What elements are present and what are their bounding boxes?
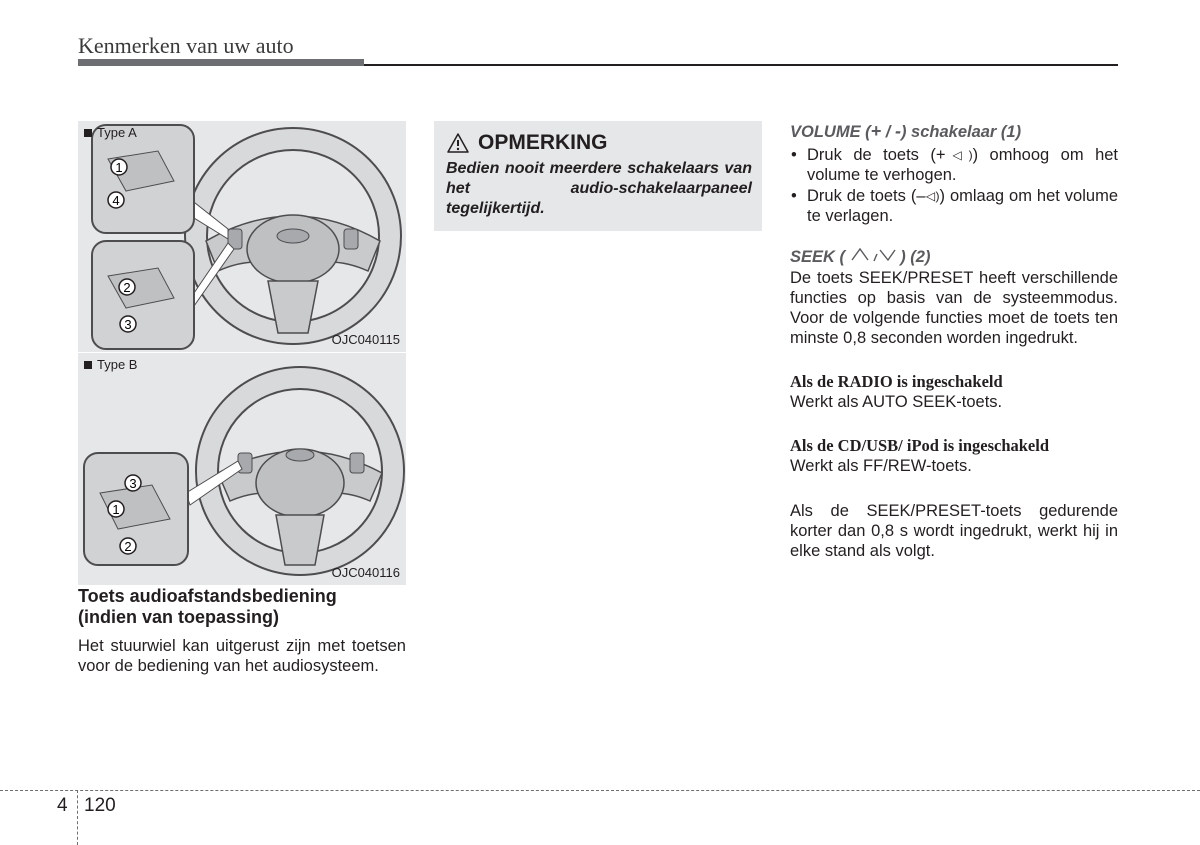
callout-2: 2: [124, 539, 132, 554]
footer-dashed-rule: [0, 790, 1200, 791]
figure-a-label: Type A: [84, 125, 137, 140]
seek-up-down-icon: [850, 247, 896, 263]
section-heading: Toets audioafstandsbediening (indien van toepassing): [78, 586, 337, 627]
figure-type-b: [78, 352, 406, 585]
note-body: Bedien nooit meerdere schakelaars van het audio-schakelaarpaneel tegelijkertijd.: [446, 160, 752, 217]
header-rule-thick: [78, 59, 364, 66]
speaker-icon: ◁): [945, 148, 973, 162]
cd-paragraph: Werkt als FF/REW-toets.: [790, 457, 972, 475]
header-rule-thin: [364, 64, 1118, 66]
volume-bullets: [790, 145, 1118, 226]
right-column: [790, 120, 1118, 561]
final-paragraph: Als de SEEK/PRESET-toets gedurende korter dan 0,8 s wordt ingedrukt, werkt hij in elke stand als volgt.: [790, 502, 1118, 560]
list-item: • Druk de toets (+◁)) omhoog om het volume te verhogen.: [791, 146, 1119, 184]
seek-paragraph: De toets SEEK/PRESET heeft verschillende functies op basis van de systeemmodus. Voor de volgende functies moet de toets ten minste 0,8 seconden worden ingedrukt.: [790, 269, 1118, 347]
section-paragraph: Het stuurwiel kan uitgerust zijn met toetsen voor de bediening van het audiosysteem.: [78, 637, 406, 675]
callout-3: 3: [124, 317, 132, 332]
chapter-number: 4: [57, 795, 68, 816]
seek-heading: SEEK ( ) (2): [790, 248, 931, 266]
callout-3: 3: [129, 476, 137, 491]
figure-a-code: OJC040115: [331, 332, 400, 347]
warning-triangle-icon: [446, 132, 470, 154]
volume-heading: VOLUME (+ / -) schakelaar (1): [790, 121, 1022, 141]
figure-b-callouts: [78, 353, 406, 585]
callout-2: 2: [123, 280, 131, 295]
callout-1: 1: [112, 502, 120, 517]
speaker-icon: ◁): [925, 189, 940, 203]
cd-heading: Als de CD/USB/ iPod is ingeschakeld: [790, 436, 1050, 455]
page-number: 120: [84, 795, 116, 816]
note-box: [434, 121, 762, 231]
left-section: [78, 586, 406, 676]
radio-paragraph: Werkt als AUTO SEEK-toets.: [790, 393, 1003, 411]
callout-1: 1: [115, 160, 123, 175]
figure-type-a: [78, 121, 406, 352]
footer-vertical-dashed-rule: [77, 790, 78, 845]
radio-heading: Als de RADIO is ingeschakeld: [790, 372, 1003, 391]
running-header: Kenmerken van uw auto: [78, 33, 294, 58]
figure-a-callouts: [78, 121, 406, 352]
callout-4: 4: [112, 193, 120, 208]
list-item: • Druk de toets (–◁)) omlaag om het volume te verlagen.: [791, 187, 1118, 225]
note-title: OPMERKING: [446, 131, 752, 155]
figure-b-label: Type B: [84, 357, 137, 372]
figure-b-code: OJC040116: [331, 565, 400, 580]
